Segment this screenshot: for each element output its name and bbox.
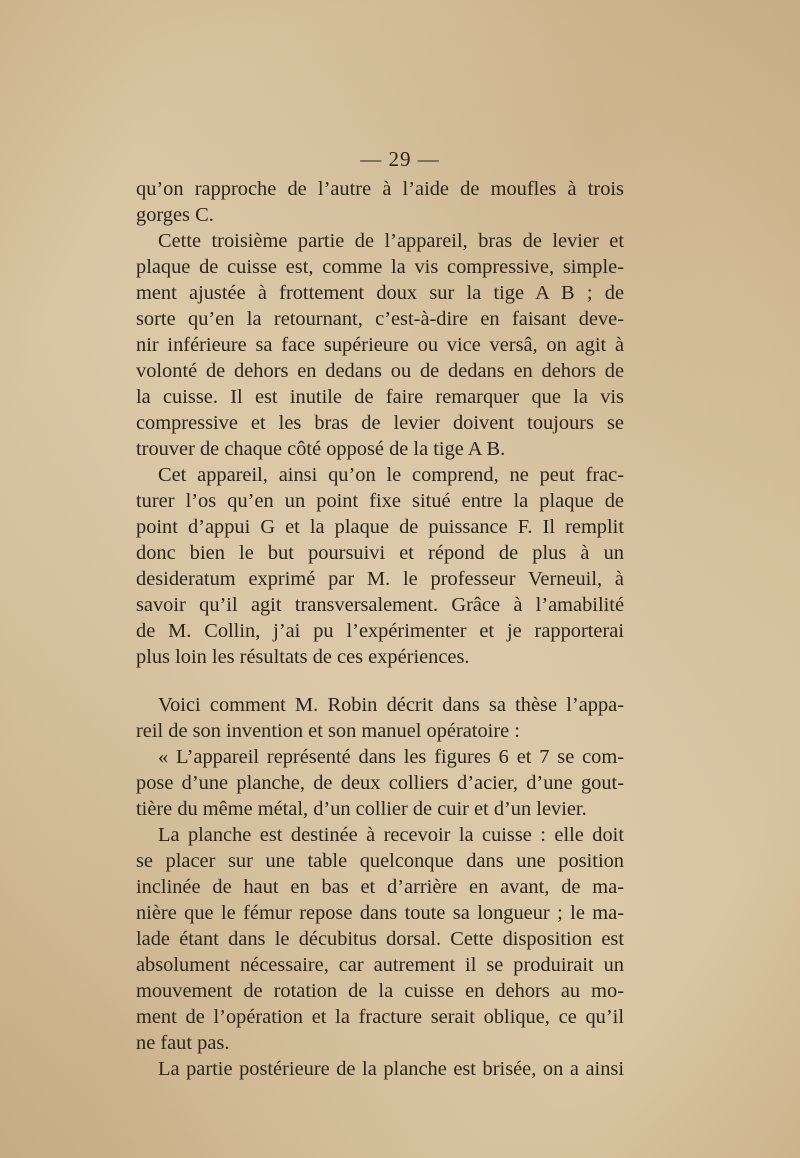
body-text bbox=[136, 176, 624, 1082]
text-line: La planche est destinée à recevoir la cuisse : elle doit bbox=[158, 824, 624, 846]
text-line: ment ajustée à frottement doux sur la tige A B ; de bbox=[136, 282, 624, 304]
text-line: tière du même métal, d’un collier de cuir et d’un levier. bbox=[136, 798, 587, 820]
text-line: de M. Collin, j’ai pu l’expérimenter et je rapporterai bbox=[136, 620, 624, 642]
paragraph bbox=[136, 692, 624, 744]
text-line: mouvement de rotation de la cuisse en dehors au mo- bbox=[136, 980, 624, 1002]
text-line: La partie postérieure de la planche est brisée, on a ainsi bbox=[158, 1058, 624, 1080]
text-line: pose d’une planche, de deux colliers d’acier, d’une gout- bbox=[136, 772, 624, 794]
text-line: sorte qu’en la retournant, c’est-à-dire en faisant deve- bbox=[136, 308, 624, 330]
paragraph bbox=[136, 462, 624, 670]
text-line: inclinée de haut en bas et d’arrière en avant, de ma- bbox=[136, 876, 624, 898]
page-number: — 29 — bbox=[360, 147, 440, 171]
text-line: Cet appareil, ainsi qu’on le comprend, ne peut frac- bbox=[158, 464, 624, 486]
text-line: savoir qu’il agit transversalement. Grâce à l’amabilité bbox=[136, 594, 624, 616]
text-line: trouver de chaque côté opposé de la tige A B. bbox=[136, 438, 506, 460]
text-line: absolument nécessaire, car autrement il se produirait un bbox=[136, 954, 624, 976]
text-line: se placer sur une table quelconque dans une position bbox=[136, 850, 624, 872]
text-line: turer l’os qu’en un point fixe situé entre la plaque de bbox=[136, 490, 624, 512]
text-line: point d’appui G et la plaque de puissance F. Il remplit bbox=[136, 516, 624, 538]
text-line: « L’appareil représenté dans les figures 6 et 7 se com- bbox=[158, 746, 624, 768]
text-line: volonté de dehors en dedans ou de dedans en dehors de bbox=[136, 360, 624, 382]
text-line: nir inférieure sa face supérieure ou vice versâ, on agit à bbox=[136, 334, 624, 356]
paragraph bbox=[136, 176, 624, 228]
paragraph bbox=[136, 228, 624, 462]
text-line: ment de l’opération et la fracture serait oblique, ce qu’il bbox=[136, 1006, 624, 1028]
text-line: compressive et les bras de levier doivent toujours se bbox=[136, 412, 624, 434]
paragraph bbox=[136, 822, 624, 1056]
paragraph bbox=[136, 744, 624, 822]
text-line: lade étant dans le décubitus dorsal. Cette disposition est bbox=[136, 928, 624, 950]
text-line: desideratum exprimé par M. le professeur Verneuil, à bbox=[136, 568, 624, 590]
text-line: qu’on rapproche de l’autre à l’aide de moufles à trois bbox=[136, 178, 624, 200]
text-line: ne faut pas. bbox=[136, 1032, 230, 1054]
text-line: Voici comment M. Robin décrit dans sa thèse l’appa- bbox=[158, 694, 624, 716]
text-line: Cette troisième partie de l’appareil, bras de levier et bbox=[158, 230, 624, 252]
text-line: plus loin les résultats de ces expériences. bbox=[136, 646, 470, 668]
text-line: plaque de cuisse est, comme la vis compressive, simple- bbox=[136, 256, 624, 278]
paragraph bbox=[136, 1056, 624, 1082]
text-line: donc bien le but poursuivi et répond de plus à un bbox=[136, 542, 624, 564]
text-line: reil de son invention et son manuel opératoire : bbox=[136, 720, 520, 742]
text-line: la cuisse. Il est inutile de faire remarquer que la vis bbox=[136, 386, 624, 408]
text-line: nière que le fémur repose dans toute sa longueur ; le ma- bbox=[136, 902, 624, 924]
text-line: gorges C. bbox=[136, 204, 214, 226]
